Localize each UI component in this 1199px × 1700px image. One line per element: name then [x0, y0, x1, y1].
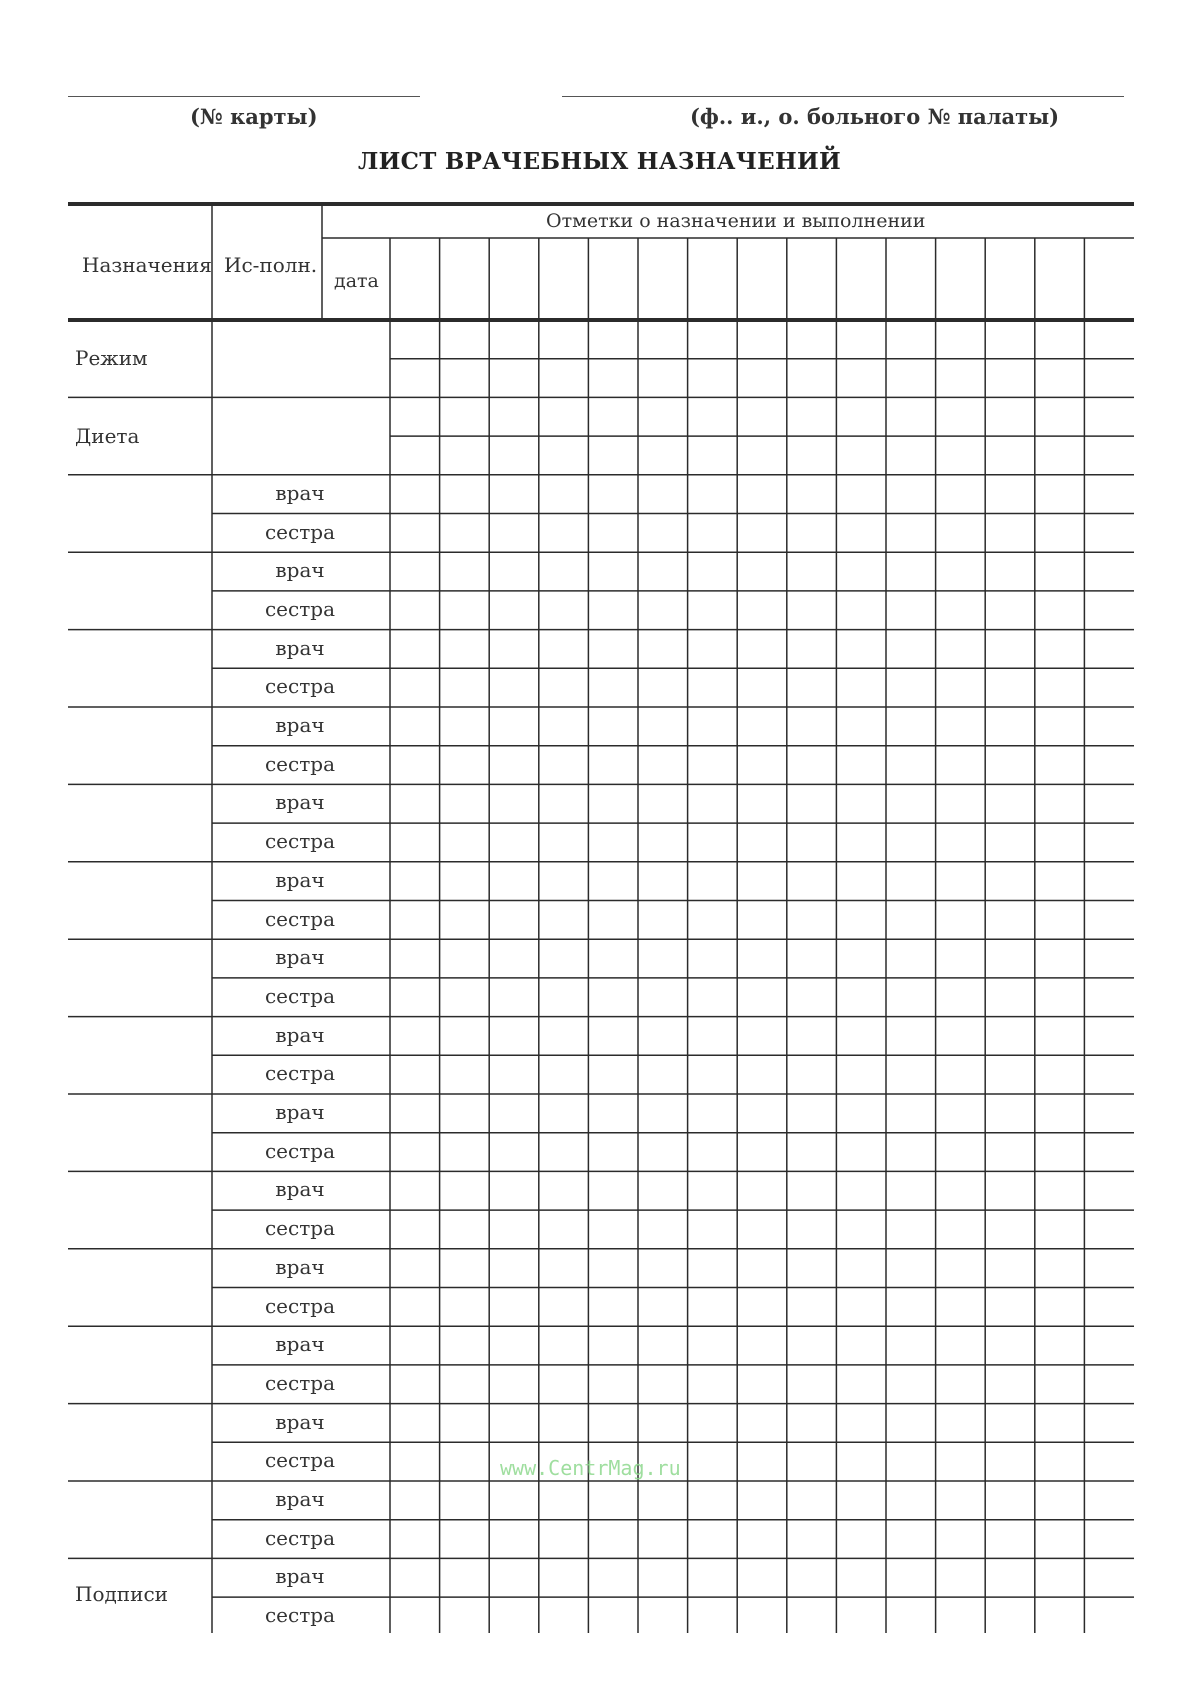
column-header-marks: Отметки о назначении и выполнении: [546, 210, 926, 232]
row-label-signatures: Подписи: [75, 1582, 168, 1606]
executor-doctor-label: врач: [275, 1409, 325, 1434]
column-header-executor: Ис-полн.: [224, 253, 318, 277]
executor-nurse-label: сестра: [264, 1603, 336, 1628]
executor-doctor-label: врач: [275, 480, 325, 505]
executor-nurse-label: сестра: [264, 1525, 336, 1550]
executor-nurse-label: сестра: [264, 1370, 336, 1395]
column-header-date: дата: [334, 270, 379, 292]
executor-doctor-label: врач: [275, 558, 325, 583]
executor-nurse-label: сестра: [264, 596, 336, 621]
executor-nurse-label: сестра: [264, 674, 336, 699]
executor-nurse-label: сестра: [264, 1216, 336, 1241]
executor-doctor-label: врач: [275, 1487, 325, 1511]
executor-doctor-label: врач: [275, 1254, 325, 1279]
column-header-prescriptions: Назначения: [82, 253, 212, 277]
executor-doctor-label: врач: [275, 1177, 325, 1202]
executor-nurse-label: сестра: [264, 519, 336, 544]
executor-doctor-label: врач: [275, 635, 325, 660]
executor-nurse-label: сестра: [264, 829, 336, 854]
watermark: www.CentrMag.ru: [500, 1456, 681, 1480]
executor-nurse-label: сестра: [264, 1293, 336, 1318]
executor-doctor-label: врач: [275, 1332, 325, 1357]
executor-doctor-label: врач: [275, 867, 325, 892]
executor-doctor-label: врач: [275, 1100, 325, 1124]
executor-doctor-label: врач: [275, 1022, 325, 1047]
executor-nurse-label: сестра: [264, 983, 336, 1008]
executor-nurse-label: сестра: [264, 751, 336, 776]
row-label-diet: Диета: [75, 424, 140, 448]
executor-doctor-label: врач: [275, 945, 325, 970]
page-title: ЛИСТ ВРАЧЕБНЫХ НАЗНАЧЕНИЙ: [357, 148, 842, 175]
executor-nurse-label: сестра: [264, 1138, 336, 1163]
executor-doctor-label: врач: [275, 1564, 325, 1589]
executor-nurse-label: сестра: [264, 1448, 336, 1473]
executor-doctor-label: врач: [275, 790, 325, 815]
executor-nurse-label: сестра: [264, 906, 336, 931]
patient-name-caption: (ф.. и., о. больного № палаты): [690, 104, 1060, 129]
card-number-caption: (№ карты): [190, 104, 318, 129]
executor-nurse-label: сестра: [264, 1061, 336, 1086]
row-label-regime: Режим: [75, 346, 148, 370]
executor-doctor-label: врач: [275, 713, 325, 737]
